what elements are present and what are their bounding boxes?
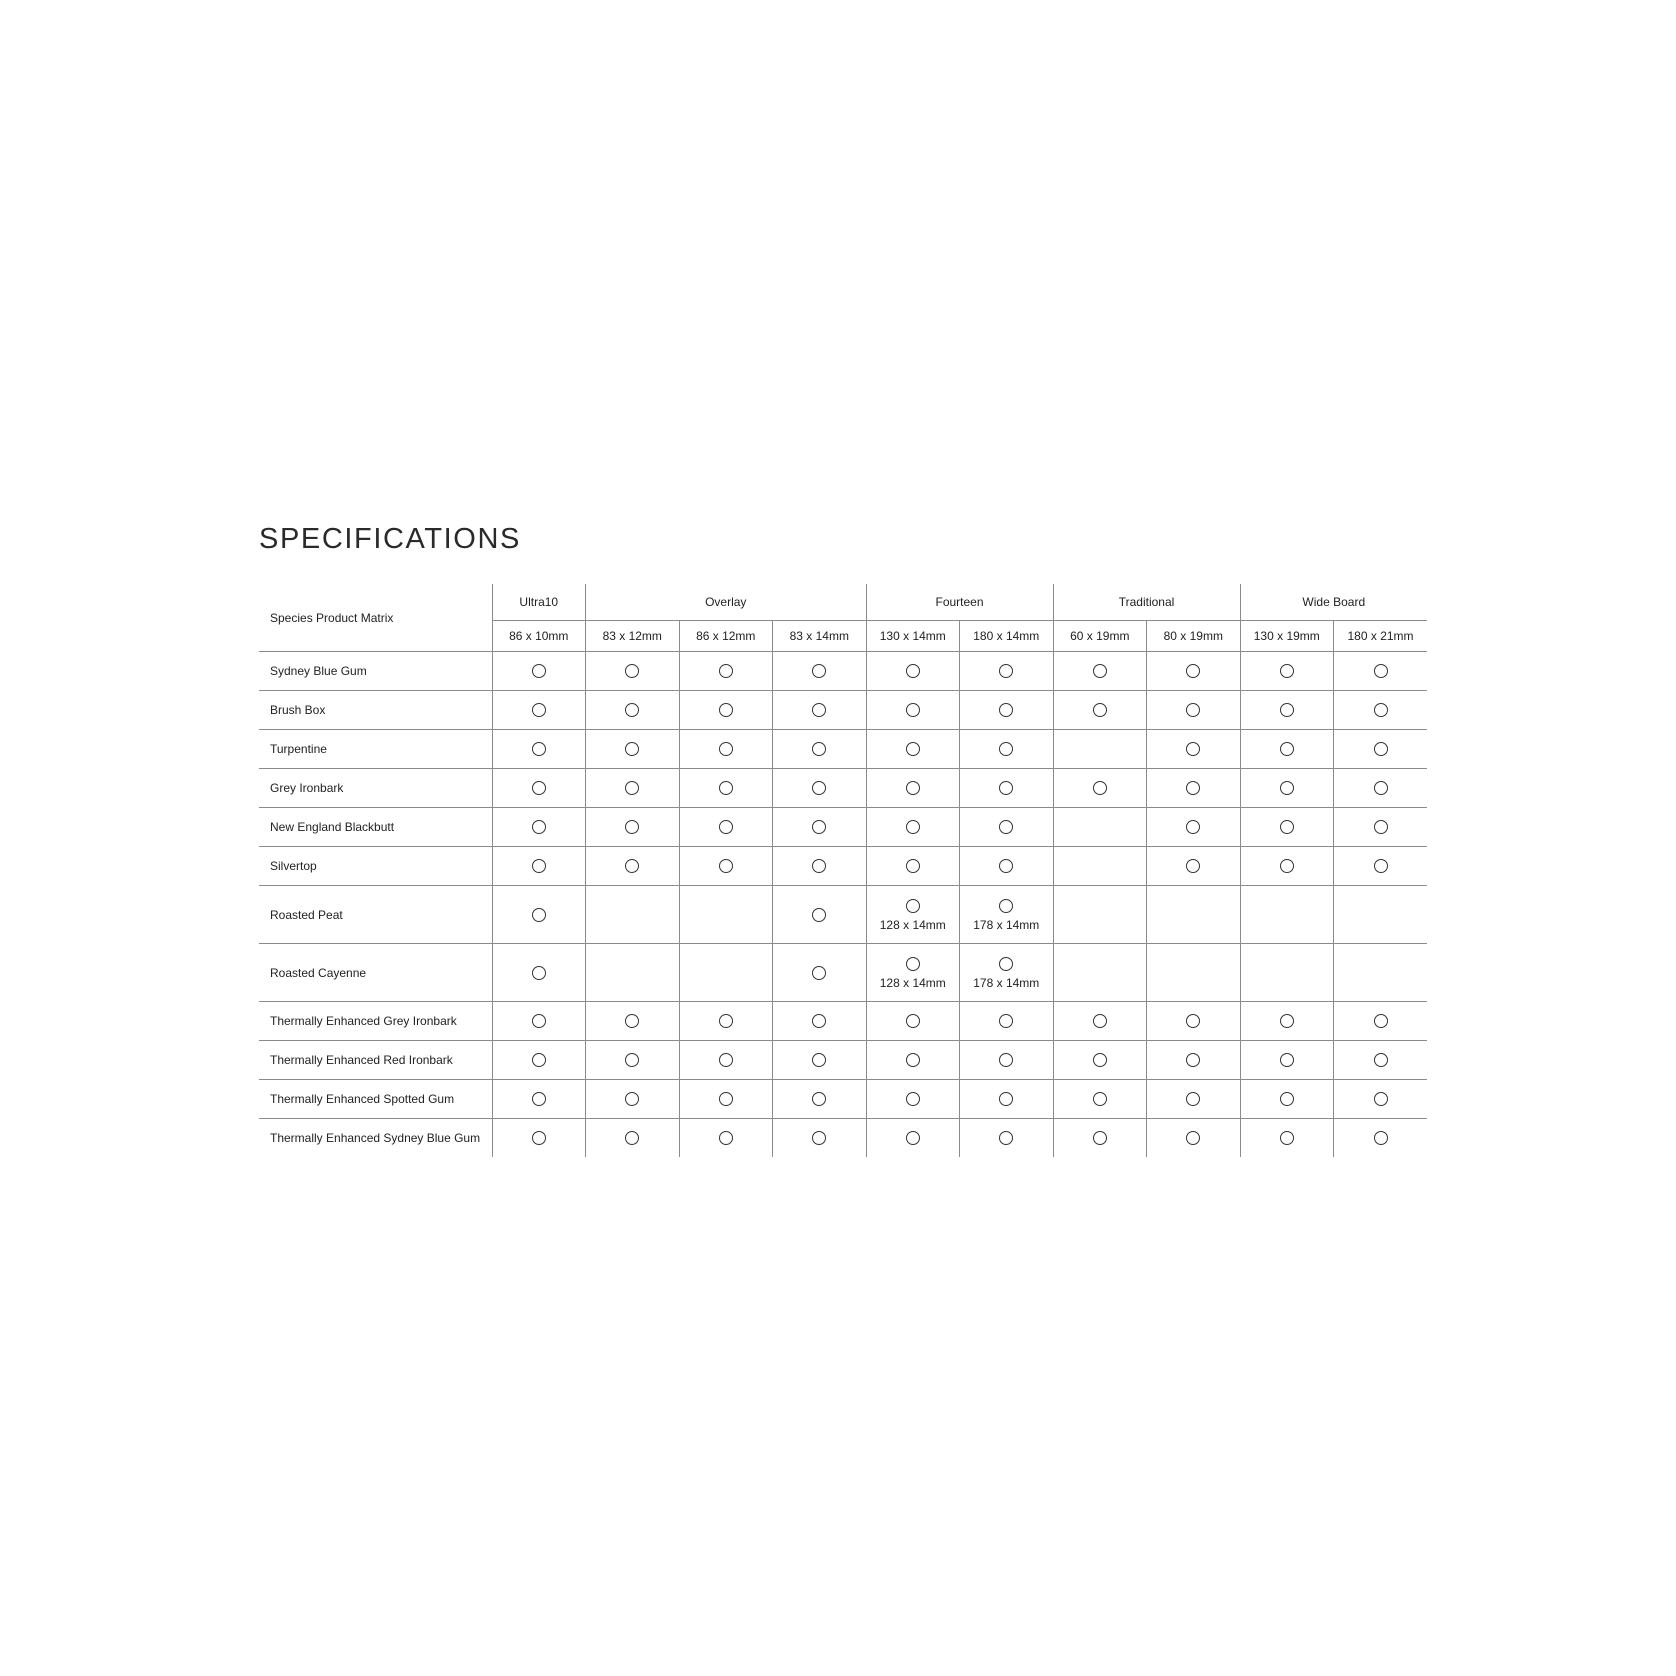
corner-label: Species Product Matrix: [259, 584, 492, 652]
availability-cell: [492, 847, 586, 886]
availability-cell: [960, 1041, 1054, 1080]
available-circle-icon: [999, 781, 1013, 795]
species-name: Thermally Enhanced Grey Ironbark: [259, 1002, 492, 1041]
available-circle-icon: [625, 1092, 639, 1106]
availability-cell: [1147, 944, 1241, 1002]
available-circle-icon: [719, 742, 733, 756]
table-row: [259, 1080, 1427, 1119]
species-name: Thermally Enhanced Spotted Gum: [259, 1080, 492, 1119]
available-circle-icon: [532, 820, 546, 834]
availability-cell: [960, 730, 1054, 769]
available-circle-icon: [625, 1053, 639, 1067]
availability-cell: [960, 1080, 1054, 1119]
available-circle-icon: [1280, 781, 1294, 795]
species-name: Thermally Enhanced Red Ironbark: [259, 1041, 492, 1080]
available-circle-icon: [1186, 703, 1200, 717]
availability-cell: [586, 730, 680, 769]
available-circle-icon: [532, 1131, 546, 1145]
availability-cell: [866, 1080, 960, 1119]
available-circle-icon: [1186, 1053, 1200, 1067]
availability-cell: [866, 886, 960, 944]
availability-cell: [586, 1080, 680, 1119]
availability-cell: [1053, 1080, 1147, 1119]
available-circle-icon: [812, 742, 826, 756]
availability-cell: [1334, 652, 1428, 691]
size-header: 60 x 19mm: [1053, 621, 1147, 652]
species-name: Sydney Blue Gum: [259, 652, 492, 691]
availability-cell: [773, 886, 867, 944]
availability-cell: [1147, 652, 1241, 691]
size-header: 83 x 14mm: [773, 621, 867, 652]
available-circle-icon: [719, 820, 733, 834]
available-circle-icon: [532, 664, 546, 678]
availability-cell: [1240, 1041, 1334, 1080]
table-row: [259, 944, 1427, 1002]
availability-cell: [1334, 730, 1428, 769]
available-circle-icon: [1280, 820, 1294, 834]
availability-cell: [679, 769, 773, 808]
available-circle-icon: [532, 859, 546, 873]
species-name: Thermally Enhanced Sydney Blue Gum: [270, 1131, 481, 1145]
table-row: [259, 808, 1427, 847]
availability-cell: [773, 1119, 867, 1158]
availability-cell: [960, 652, 1054, 691]
availability-cell: [1053, 652, 1147, 691]
available-circle-icon: [1374, 703, 1388, 717]
availability-cell: [492, 886, 586, 944]
available-circle-icon: [1280, 703, 1294, 717]
availability-cell: [1053, 808, 1147, 847]
availability-cell: [773, 1002, 867, 1041]
available-circle-icon: [719, 664, 733, 678]
available-circle-icon: [1280, 742, 1294, 756]
species-name: New England Blackbutt: [259, 808, 492, 847]
availability-cell: [1147, 808, 1241, 847]
availability-cell: [1334, 886, 1428, 944]
availability-cell: [1240, 769, 1334, 808]
available-circle-icon: [719, 1014, 733, 1028]
availability-cell: [492, 1080, 586, 1119]
available-circle-icon: [532, 1092, 546, 1106]
availability-cell: [1240, 652, 1334, 691]
available-circle-icon: [999, 1053, 1013, 1067]
available-circle-icon: [625, 703, 639, 717]
available-circle-icon: [999, 820, 1013, 834]
availability-cell: [866, 808, 960, 847]
available-circle-icon: [812, 703, 826, 717]
availability-cell: [586, 808, 680, 847]
available-circle-icon: [812, 966, 826, 980]
availability-cell: [679, 691, 773, 730]
available-circle-icon: [812, 820, 826, 834]
availability-cell: [492, 730, 586, 769]
availability-cell: [866, 730, 960, 769]
availability-cell: [1334, 1002, 1428, 1041]
table-row: [259, 769, 1427, 808]
available-circle-icon: [999, 664, 1013, 678]
availability-cell: [1334, 691, 1428, 730]
availability-cell: [960, 847, 1054, 886]
availability-cell: [492, 944, 586, 1002]
available-circle-icon: [1374, 1014, 1388, 1028]
available-circle-icon: [1093, 1131, 1107, 1145]
species-name: Brush Box: [259, 691, 492, 730]
species-name: Roasted Cayenne: [259, 944, 492, 1002]
availability-cell: [960, 886, 1054, 944]
size-header: 130 x 19mm: [1240, 621, 1334, 652]
availability-cell: [1240, 1002, 1334, 1041]
availability-cell: [492, 652, 586, 691]
availability-cell: [586, 1002, 680, 1041]
availability-cell: [1240, 886, 1334, 944]
size-header: 86 x 12mm: [679, 621, 773, 652]
availability-cell: [1240, 808, 1334, 847]
available-circle-icon: [812, 859, 826, 873]
availability-cell: [866, 847, 960, 886]
availability-cell: [1147, 1080, 1241, 1119]
product-group-header: Traditional: [1053, 584, 1240, 621]
availability-cell: [1240, 1080, 1334, 1119]
species-name: Grey Ironbark: [259, 769, 492, 808]
availability-cell: [1334, 1041, 1428, 1080]
available-circle-icon: [1093, 1053, 1107, 1067]
available-circle-icon: [999, 859, 1013, 873]
available-circle-icon: [1186, 1014, 1200, 1028]
species-name: Roasted Peat: [259, 886, 492, 944]
table-row: [259, 1119, 1427, 1158]
available-circle-icon: [906, 781, 920, 795]
availability-cell: [866, 691, 960, 730]
available-circle-icon: [906, 899, 920, 913]
availability-cell: [773, 652, 867, 691]
available-circle-icon: [906, 703, 920, 717]
species-name: Turpentine: [259, 730, 492, 769]
availability-cell: [679, 1119, 773, 1158]
availability-cell: [1147, 847, 1241, 886]
size-header: 130 x 14mm: [866, 621, 960, 652]
availability-cell: [586, 652, 680, 691]
availability-cell: [492, 769, 586, 808]
availability-cell: [1147, 1119, 1241, 1158]
availability-cell: [866, 1002, 960, 1041]
availability-cell: [960, 808, 1054, 847]
availability-cell: [679, 730, 773, 769]
availability-cell: [1053, 944, 1147, 1002]
available-circle-icon: [1186, 742, 1200, 756]
availability-cell: [773, 769, 867, 808]
availability-cell: [679, 847, 773, 886]
availability-cell: [960, 1119, 1054, 1158]
available-circle-icon: [906, 1053, 920, 1067]
availability-cell: [866, 769, 960, 808]
available-circle-icon: [1280, 1014, 1294, 1028]
matrix-body: [259, 652, 1427, 1158]
available-circle-icon: [812, 781, 826, 795]
availability-cell: [1053, 1002, 1147, 1041]
availability-cell: [679, 808, 773, 847]
availability-cell: [586, 691, 680, 730]
available-circle-icon: [1280, 664, 1294, 678]
available-circle-icon: [1186, 1131, 1200, 1145]
available-circle-icon: [1374, 859, 1388, 873]
available-circle-icon: [999, 957, 1013, 971]
availability-cell: [679, 944, 773, 1002]
size-note: 178 x 14mm: [973, 975, 1040, 990]
available-circle-icon: [812, 1014, 826, 1028]
availability-cell: [586, 886, 680, 944]
availability-cell: [1147, 886, 1241, 944]
availability-cell: [1053, 769, 1147, 808]
availability-cell: [586, 1119, 680, 1158]
availability-cell: [1147, 1002, 1241, 1041]
product-group-header: Fourteen: [866, 584, 1053, 621]
availability-cell: [1053, 730, 1147, 769]
availability-cell: [1240, 944, 1334, 1002]
availability-cell: [773, 1080, 867, 1119]
available-circle-icon: [812, 664, 826, 678]
availability-cell: [1147, 730, 1241, 769]
available-circle-icon: [719, 1092, 733, 1106]
available-circle-icon: [532, 703, 546, 717]
available-circle-icon: [999, 899, 1013, 913]
table-row: [259, 1002, 1427, 1041]
available-circle-icon: [812, 908, 826, 922]
available-circle-icon: [812, 1131, 826, 1145]
available-circle-icon: [719, 703, 733, 717]
available-circle-icon: [1280, 859, 1294, 873]
available-circle-icon: [1093, 1014, 1107, 1028]
availability-cell: [1334, 808, 1428, 847]
availability-cell: [1240, 691, 1334, 730]
availability-cell: [1053, 1119, 1147, 1158]
product-group-header: Ultra10: [492, 584, 586, 621]
page-title: SPECIFICATIONS: [259, 523, 521, 555]
available-circle-icon: [532, 1014, 546, 1028]
availability-cell: [773, 730, 867, 769]
availability-cell: [960, 944, 1054, 1002]
available-circle-icon: [812, 1053, 826, 1067]
group-header-row: [259, 584, 1427, 621]
availability-cell: [1334, 1119, 1428, 1158]
available-circle-icon: [625, 664, 639, 678]
availability-cell: [1240, 730, 1334, 769]
available-circle-icon: [812, 1092, 826, 1106]
size-note: 178 x 14mm: [973, 917, 1040, 932]
available-circle-icon: [719, 781, 733, 795]
available-circle-icon: [719, 859, 733, 873]
table-row: [259, 652, 1427, 691]
availability-cell: [492, 1041, 586, 1080]
availability-cell: [773, 808, 867, 847]
product-group-header: Wide Board: [1240, 584, 1427, 621]
availability-cell: [1147, 1041, 1241, 1080]
availability-cell: [960, 769, 1054, 808]
availability-cell: [679, 1041, 773, 1080]
available-circle-icon: [719, 1053, 733, 1067]
available-circle-icon: [1186, 859, 1200, 873]
size-note: 128 x 14mm: [879, 917, 946, 932]
table-row: [259, 730, 1427, 769]
available-circle-icon: [999, 1014, 1013, 1028]
available-circle-icon: [532, 908, 546, 922]
available-circle-icon: [625, 1014, 639, 1028]
availability-cell: [679, 886, 773, 944]
available-circle-icon: [1186, 664, 1200, 678]
available-circle-icon: [999, 1092, 1013, 1106]
available-circle-icon: [999, 703, 1013, 717]
available-circle-icon: [999, 742, 1013, 756]
availability-cell: [1334, 769, 1428, 808]
available-circle-icon: [1093, 703, 1107, 717]
availability-cell: [492, 808, 586, 847]
availability-cell: [586, 769, 680, 808]
table-row: [259, 886, 1427, 944]
available-circle-icon: [532, 742, 546, 756]
availability-cell: [1147, 769, 1241, 808]
available-circle-icon: [1374, 1053, 1388, 1067]
availability-cell: [773, 847, 867, 886]
available-circle-icon: [999, 1131, 1013, 1145]
size-header: 83 x 12mm: [586, 621, 680, 652]
available-circle-icon: [532, 966, 546, 980]
table-row: [259, 691, 1427, 730]
availability-cell: [773, 691, 867, 730]
available-circle-icon: [532, 781, 546, 795]
availability-cell: [866, 1119, 960, 1158]
available-circle-icon: [1093, 1092, 1107, 1106]
availability-cell: [1053, 1041, 1147, 1080]
available-circle-icon: [906, 1131, 920, 1145]
availability-cell: [1334, 1080, 1428, 1119]
species-product-matrix: [259, 584, 1427, 1157]
available-circle-icon: [906, 1092, 920, 1106]
availability-cell: [679, 1080, 773, 1119]
available-circle-icon: [1093, 781, 1107, 795]
availability-cell: [492, 691, 586, 730]
availability-cell: [773, 1041, 867, 1080]
size-header: 86 x 10mm: [492, 621, 586, 652]
availability-cell: [492, 1002, 586, 1041]
available-circle-icon: [906, 1014, 920, 1028]
available-circle-icon: [532, 1053, 546, 1067]
availability-cell: [586, 944, 680, 1002]
available-circle-icon: [906, 664, 920, 678]
available-circle-icon: [906, 859, 920, 873]
size-note: 128 x 14mm: [879, 975, 946, 990]
availability-cell: [960, 1002, 1054, 1041]
availability-cell: [1053, 886, 1147, 944]
available-circle-icon: [625, 781, 639, 795]
available-circle-icon: [1374, 664, 1388, 678]
availability-cell: [1240, 1119, 1334, 1158]
table-row: [259, 1041, 1427, 1080]
available-circle-icon: [906, 957, 920, 971]
available-circle-icon: [906, 742, 920, 756]
availability-cell: [866, 652, 960, 691]
availability-cell: [679, 1002, 773, 1041]
available-circle-icon: [1280, 1092, 1294, 1106]
available-circle-icon: [1374, 742, 1388, 756]
availability-cell: [586, 847, 680, 886]
availability-cell: [1334, 847, 1428, 886]
availability-cell: [1240, 847, 1334, 886]
available-circle-icon: [719, 1131, 733, 1145]
available-circle-icon: [625, 859, 639, 873]
availability-cell: [679, 652, 773, 691]
available-circle-icon: [1374, 781, 1388, 795]
available-circle-icon: [625, 820, 639, 834]
availability-cell: [773, 944, 867, 1002]
availability-cell: [1147, 691, 1241, 730]
size-header: 80 x 19mm: [1147, 621, 1241, 652]
availability-cell: [1053, 847, 1147, 886]
available-circle-icon: [1186, 820, 1200, 834]
available-circle-icon: [1186, 1092, 1200, 1106]
availability-cell: [866, 1041, 960, 1080]
availability-cell: [1053, 691, 1147, 730]
availability-cell: [866, 944, 960, 1002]
available-circle-icon: [625, 742, 639, 756]
available-circle-icon: [1374, 1092, 1388, 1106]
availability-cell: [492, 1119, 586, 1158]
available-circle-icon: [1093, 664, 1107, 678]
available-circle-icon: [1280, 1131, 1294, 1145]
table-row: [259, 847, 1427, 886]
availability-cell: [586, 1041, 680, 1080]
available-circle-icon: [625, 1131, 639, 1145]
size-header: 180 x 14mm: [960, 621, 1054, 652]
species-name: Silvertop: [259, 847, 492, 886]
available-circle-icon: [1186, 781, 1200, 795]
size-header: 180 x 21mm: [1334, 621, 1428, 652]
available-circle-icon: [906, 820, 920, 834]
availability-cell: [960, 691, 1054, 730]
availability-cell: [1334, 944, 1428, 1002]
available-circle-icon: [1280, 1053, 1294, 1067]
product-group-header: Overlay: [586, 584, 867, 621]
available-circle-icon: [1374, 1131, 1388, 1145]
available-circle-icon: [1374, 820, 1388, 834]
